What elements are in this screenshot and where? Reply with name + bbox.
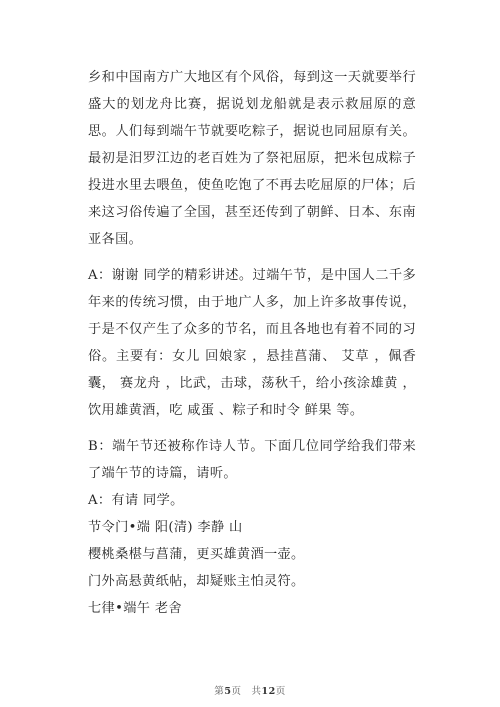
paragraph-host-a-customs: A：谢谢 同学的精彩讲述。过端午节，是中国人二千多年来的传统习惯，由于地广人多，加上许多故事传说，于是不仅产生了众多的节名，而且各地也有着不同的习俗。主要有：女儿 回娘家 ，悬挂菖蒲、 艾草 ，佩香囊， 赛龙舟 ，比武，击球，荡秋千，给小孩涂雄黄 ，饮用雄黄酒，吃 咸蛋 、粽子和时令 鲜果 等。 — [88, 268, 416, 418]
footer-prefix: 第 — [214, 686, 225, 697]
line-host-a-invite: A：有请 同学。 — [88, 493, 184, 508]
poem-line-2: 门外高悬黄纸帖，却疑账主怕灵符。 — [88, 574, 305, 589]
footer-suffix: 页 — [275, 686, 286, 697]
poem-title-2: 七律•端午 老舍 — [88, 601, 182, 616]
footer-middle: 页 共 — [231, 686, 262, 697]
paragraph-host-b-poets: B：端午节还被称作诗人节。下面几位同学给我们带来了端午节的诗篇，请听。 — [88, 439, 416, 481]
poem-title-1: 节令门•端 阳(清) 李静 山 — [88, 520, 243, 535]
footer-total-pages: 12 — [261, 686, 276, 697]
page-footer — [0, 683, 500, 697]
footer-page-number: 5 — [224, 686, 232, 697]
poem-line-1: 樱桃桑椹与菖蒲，更买雄黄酒一壶。 — [88, 547, 305, 562]
document-body — [88, 64, 416, 622]
paragraph-dragon-boat-custom: 乡和中国南方广大地区有个风俗，每到这一天就要举行盛大的划龙舟比赛，据说划龙船就是表示救屈原的意思。人们每到端午节就要吃粽子，据说也同屈原有关。最初是汨罗江边的老百姓为了祭祀屈原，把米包成粽子投进水里去喂鱼，使鱼吃饱了不再去吃屈原的尸体；后来这习俗传遍了全国，甚至还传到了朝鲜、日本、东南亚各国。 — [88, 70, 416, 247]
